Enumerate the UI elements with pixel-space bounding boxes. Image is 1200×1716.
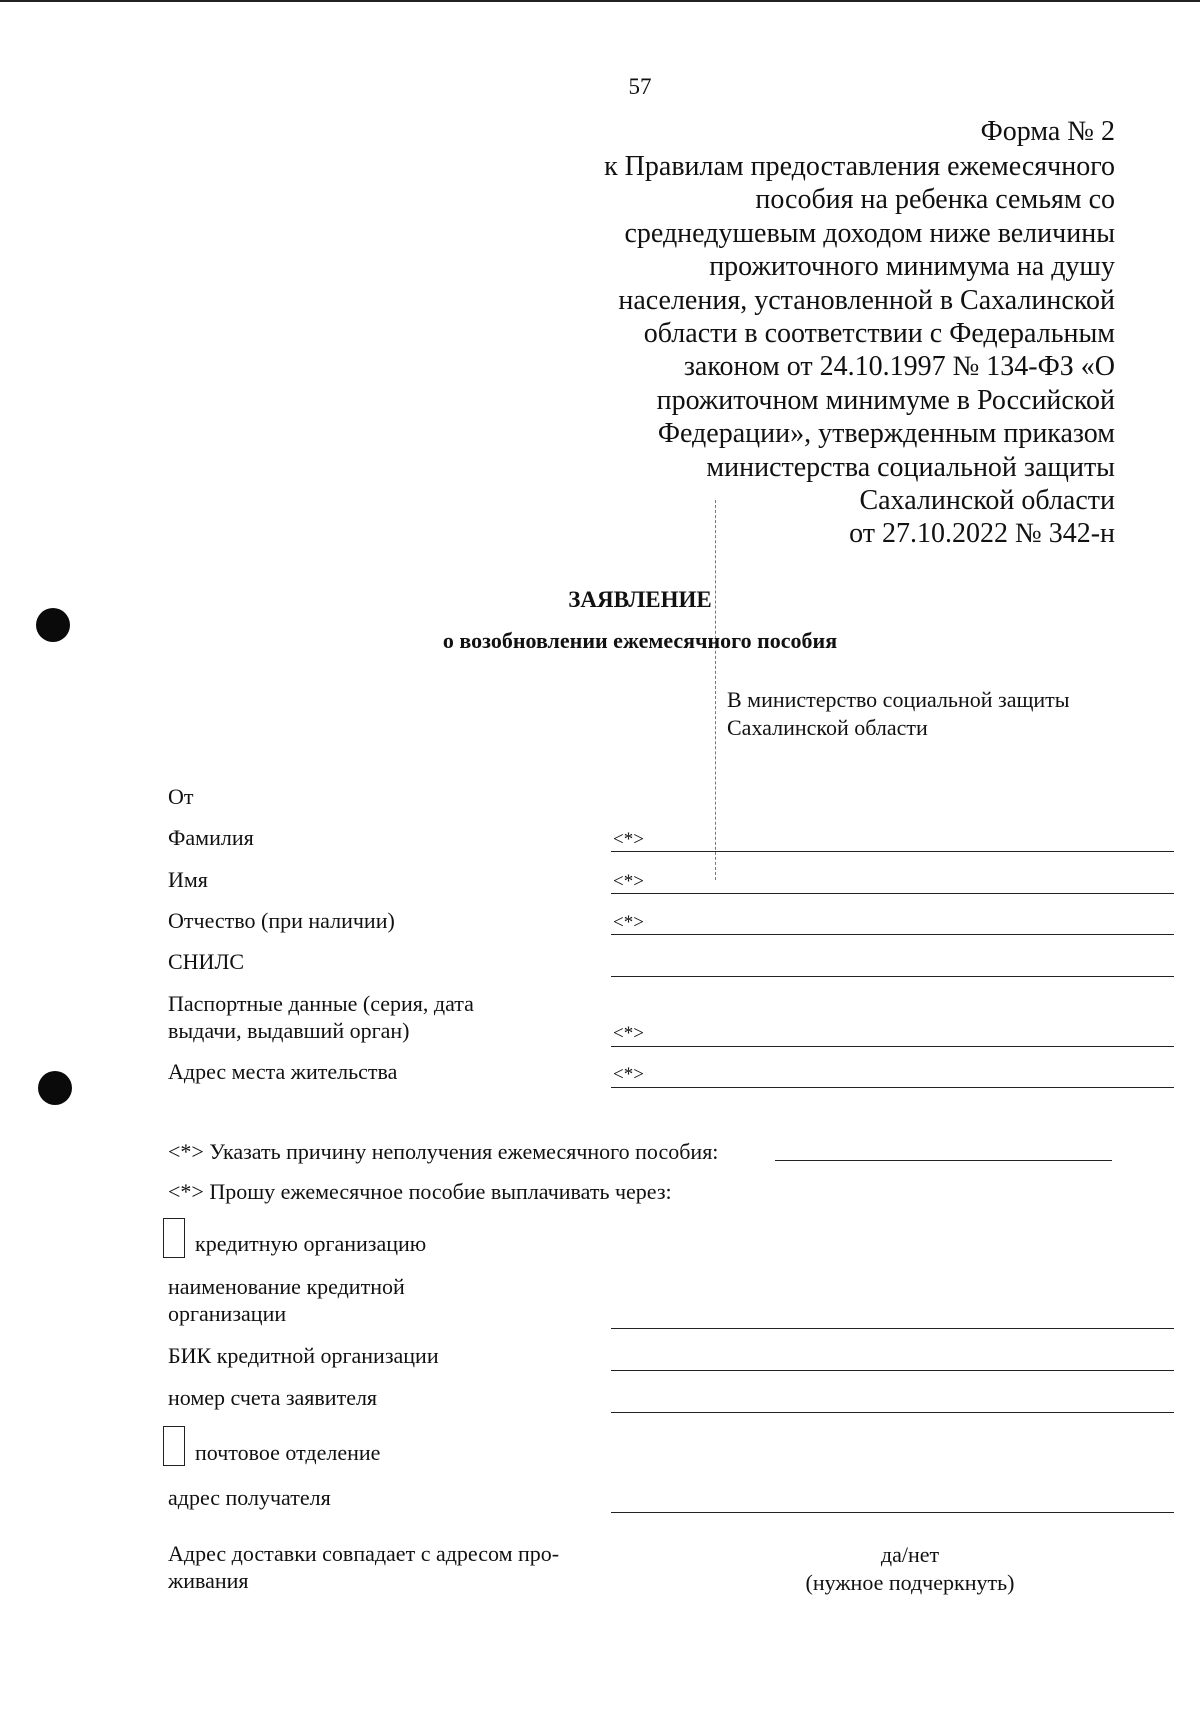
- yes-no-option[interactable]: да/нет: [880, 1542, 940, 1567]
- page-number: 57: [628, 74, 652, 99]
- delivery-choice: [760, 1541, 1060, 1597]
- fold-line: [715, 500, 716, 880]
- approval-line: прожиточного минимума на душу: [709, 251, 1115, 283]
- bank-option-checkbox[interactable]: [163, 1218, 185, 1258]
- bank-name-label-line: наименование кредитной: [168, 1274, 405, 1299]
- address-label: Адрес места жительства: [168, 1059, 398, 1084]
- underline-hint: (нужное подчеркнуть): [805, 1570, 1015, 1595]
- addressee-line: Сахалинской области: [727, 715, 928, 740]
- punch-hole-bottom: [38, 1071, 72, 1105]
- approval-line: населения, установленной в Сахалинской: [618, 284, 1115, 316]
- passport-label: [168, 990, 474, 1044]
- approval-line: среднедушевым доходом ниже величины: [624, 217, 1115, 249]
- recipient-address-label: адрес получателя: [168, 1485, 331, 1510]
- approval-reference: [555, 150, 1115, 551]
- approval-line: области в соответствии с Федеральным: [643, 318, 1115, 350]
- bank-name-label-line: организации: [168, 1301, 287, 1326]
- approval-line: Федерации», утвержденным приказом: [657, 418, 1115, 450]
- from-label: От: [168, 784, 194, 809]
- addressee: [727, 686, 1147, 742]
- bik-field[interactable]: [611, 1370, 1174, 1371]
- document-title: ЗАЯВЛЕНИЕ: [568, 587, 712, 612]
- approval-line: министерства социальной защиты: [706, 451, 1115, 483]
- name-label: Имя: [168, 867, 208, 892]
- surname-label: Фамилия: [168, 825, 254, 850]
- passport-label-line: выдачи, выдавший орган): [168, 1018, 410, 1043]
- passport-label-line: Паспортные данные (серия, дата: [168, 991, 474, 1016]
- surname-field[interactable]: [611, 851, 1174, 852]
- patronymic-field[interactable]: [611, 934, 1174, 935]
- address-field[interactable]: [611, 1087, 1174, 1088]
- approval-line: к Правилам предоставления ежемесячного: [604, 151, 1115, 182]
- required-marker: <*>: [613, 829, 644, 850]
- bank-option-label: кредитную организацию: [195, 1231, 427, 1256]
- passport-field[interactable]: [611, 1046, 1174, 1047]
- scan-top-edge: [0, 0, 1200, 2]
- delivery-label-line: Адрес доставки совпадает с адресом про-: [168, 1541, 560, 1566]
- approval-line: прожиточном минимуме в Российской: [656, 384, 1115, 416]
- post-option-checkbox[interactable]: [163, 1426, 185, 1466]
- required-marker: <*>: [613, 912, 644, 933]
- form-number: Форма № 2: [980, 116, 1115, 147]
- payment-method-label: <*> Прошу ежемесячное пособие выплачивать через:: [168, 1179, 672, 1204]
- reason-field[interactable]: [775, 1160, 1112, 1161]
- name-field[interactable]: [611, 893, 1174, 894]
- bank-name-field[interactable]: [611, 1328, 1174, 1329]
- account-label: номер счета заявителя: [168, 1385, 378, 1410]
- required-marker: <*>: [613, 1023, 644, 1044]
- recipient-address-field[interactable]: [611, 1512, 1174, 1513]
- addressee-line: В министерство социальной защиты: [727, 687, 1070, 712]
- bank-name-label: [168, 1273, 405, 1327]
- delivery-address-label: [168, 1540, 559, 1594]
- post-option-label: почтовое отделение: [195, 1440, 381, 1465]
- document-subtitle: о возобновлении ежемесячного пособия: [442, 628, 838, 653]
- approval-line: законом от 24.10.1997 № 134-ФЗ «О: [683, 351, 1115, 383]
- patronymic-label: Отчество (при наличии): [168, 908, 395, 933]
- required-marker: <*>: [613, 1064, 644, 1085]
- bik-label: БИК кредитной организации: [168, 1343, 439, 1368]
- snils-field[interactable]: [611, 976, 1174, 977]
- reason-label: <*> Указать причину неполучения ежемесячного пособия:: [168, 1139, 719, 1164]
- delivery-label-line: живания: [168, 1568, 249, 1593]
- approval-line: от 27.10.2022 № 342-н: [849, 518, 1115, 550]
- approval-line: Сахалинской области: [859, 485, 1115, 517]
- required-marker: <*>: [613, 871, 644, 892]
- snils-label: СНИЛС: [168, 949, 245, 974]
- approval-line: пособия на ребенка семьям со: [755, 184, 1115, 216]
- account-field[interactable]: [611, 1412, 1174, 1413]
